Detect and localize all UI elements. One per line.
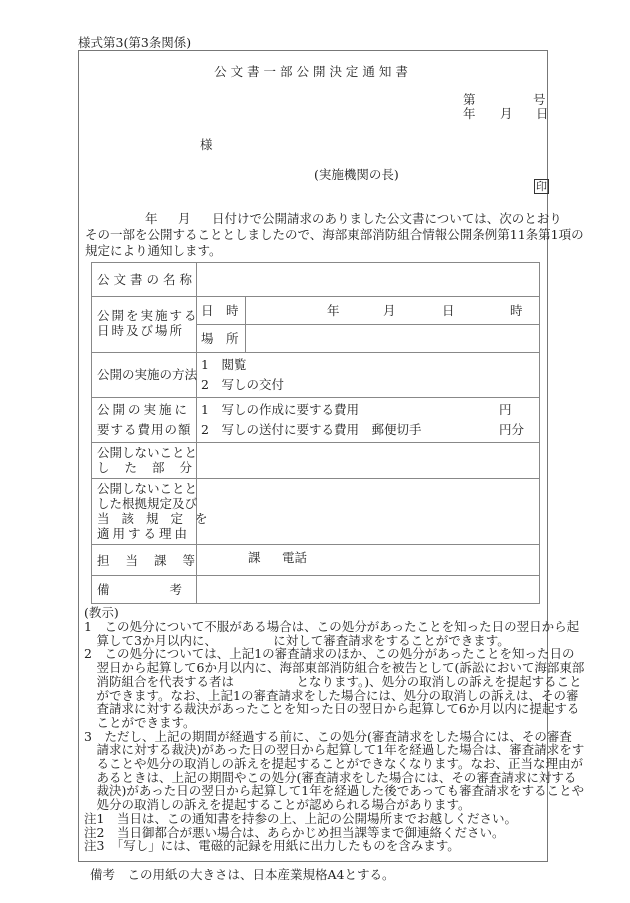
- notice-line: ことができます。: [84, 714, 196, 730]
- notice-line: 裁決)があった日の翌日から起算して1年を経過した後であっても審査請求をすることや: [84, 783, 585, 799]
- cost-unit: 円分: [499, 422, 525, 437]
- method-item: 2 写しの交付: [201, 377, 284, 392]
- label-reason: 適用する理由: [97, 526, 191, 541]
- notice-line: 査請求に対する裁決があったことを知った日の翌日から起算して6か月以内に提起する: [84, 701, 580, 717]
- notice-line: 翌日から起算して6か月以内に、海部東部消防組合を被告として(訴訟において海部東部: [84, 660, 585, 676]
- cost-item: 2 写しの送付に要する費用 郵便切手: [201, 422, 422, 437]
- label-remarks: 備考: [97, 582, 243, 597]
- method-item: 1 閲覧: [201, 357, 247, 372]
- label-reason: した根拠規定及び: [97, 496, 198, 511]
- datetime-year: 年: [327, 303, 340, 318]
- label-method: 公開の実施の方法: [97, 367, 198, 382]
- label-reason: 公開しないことと: [97, 481, 198, 496]
- label-undisclosed: した部分: [97, 460, 208, 475]
- date-day: 日: [536, 106, 549, 121]
- notice-line: 処分の取消しの訴えを提起することが認められる場合があります。: [84, 797, 471, 813]
- label-undisclosed: 公開しないことと: [97, 445, 198, 460]
- datetime-month: 月: [383, 303, 396, 318]
- label-reason: 当該規定を: [97, 511, 220, 526]
- notice-line: 注1 当日は、この通知書を持参の上、上記の公開場所までお越しください。: [84, 810, 517, 826]
- footnote: 備考 この用紙の大きさは、日本産業規格A4とする。: [90, 867, 395, 882]
- number-suffix: 号: [533, 92, 546, 107]
- label-document-name: 公文書の名称: [97, 272, 197, 287]
- date-year: 年: [463, 106, 476, 121]
- datetime-hour: 時: [510, 303, 523, 318]
- intro-month: 月: [178, 211, 191, 226]
- notice-line: 1 この処分について不服がある場合は、この処分があったことを知った日の翌日から起: [84, 619, 580, 634]
- notice-heading: (教示): [84, 605, 119, 620]
- notice-line: 消防組合を代表する者は となります。)、処分の取消しの訴えを提起すること: [84, 673, 582, 689]
- datetime-day: 日: [442, 303, 455, 318]
- intro-year: 年: [145, 211, 158, 226]
- notice-line: ることや処分の取消しの訴えを提起することができなくなります。なお、正当な理由が: [84, 756, 584, 771]
- dept-section: 課: [248, 550, 261, 565]
- notice-line: 注3 「写し」には、電磁的記録を用紙に出力したものを含みます。: [84, 838, 460, 854]
- label-dept: 担当課等: [97, 553, 212, 568]
- label-place: 場 所: [201, 331, 239, 346]
- intro-text: 日付けで公開請求のありました公文書については、次のとおり: [212, 211, 562, 226]
- label-datetime-place: 日時及び場所: [97, 323, 185, 338]
- notice-line: 注2 当日御都合が悪い場合は、あらかじめ担当課等まで御連絡ください。: [84, 824, 505, 840]
- notice-line: ができます。なお、上記1の審査請求をした場合には、処分の取消しの訴えは、その審: [84, 687, 579, 703]
- notice-line: あるときは、上記の期間やこの処分(審査請求をした場合には、その審査請求に対する: [84, 769, 577, 785]
- cost-item: 1 写しの作成に要する費用: [201, 402, 359, 417]
- intro-text: 規定により通知します。: [85, 243, 222, 258]
- number-prefix: 第: [463, 92, 476, 107]
- dept-phone: 電話: [282, 550, 308, 565]
- notice-line: 算して3か月以内に、 に対して審査請求をすることができます。: [84, 632, 510, 648]
- intro-text: その一部を公開することとしましたので、海部東部消防組合情報公開条例第11条第1項の: [85, 227, 584, 242]
- label-cost: 公開の実施に: [97, 402, 191, 417]
- document-title: 公 文 書 一 部 公 開 決 定 通 知 書: [214, 64, 408, 79]
- cost-unit: 円: [499, 402, 512, 417]
- notice-line: 2 この処分については、上記1の審査請求のほか、この処分があったことを知った日の: [84, 646, 575, 662]
- label-datetime-place: 公開を実施する: [97, 308, 199, 323]
- issuer: (実施機関の長): [314, 167, 399, 182]
- label-datetime: 日 時: [201, 303, 239, 318]
- form-label: 様式第3(第3条関係): [78, 35, 192, 50]
- addressee: 様: [200, 137, 213, 152]
- notice-line: 請求に対する裁決)があった日の翌日から起算して1年を経過した場合は、審査請求をす: [84, 742, 585, 758]
- notice-line: 3 ただし、上記の期間が経過する前に、この処分(審査請求をした場合には、その審査: [84, 728, 572, 744]
- label-cost: 要する費用の額: [97, 422, 192, 437]
- seal-mark: 印: [536, 180, 547, 193]
- date-month: 月: [500, 106, 513, 121]
